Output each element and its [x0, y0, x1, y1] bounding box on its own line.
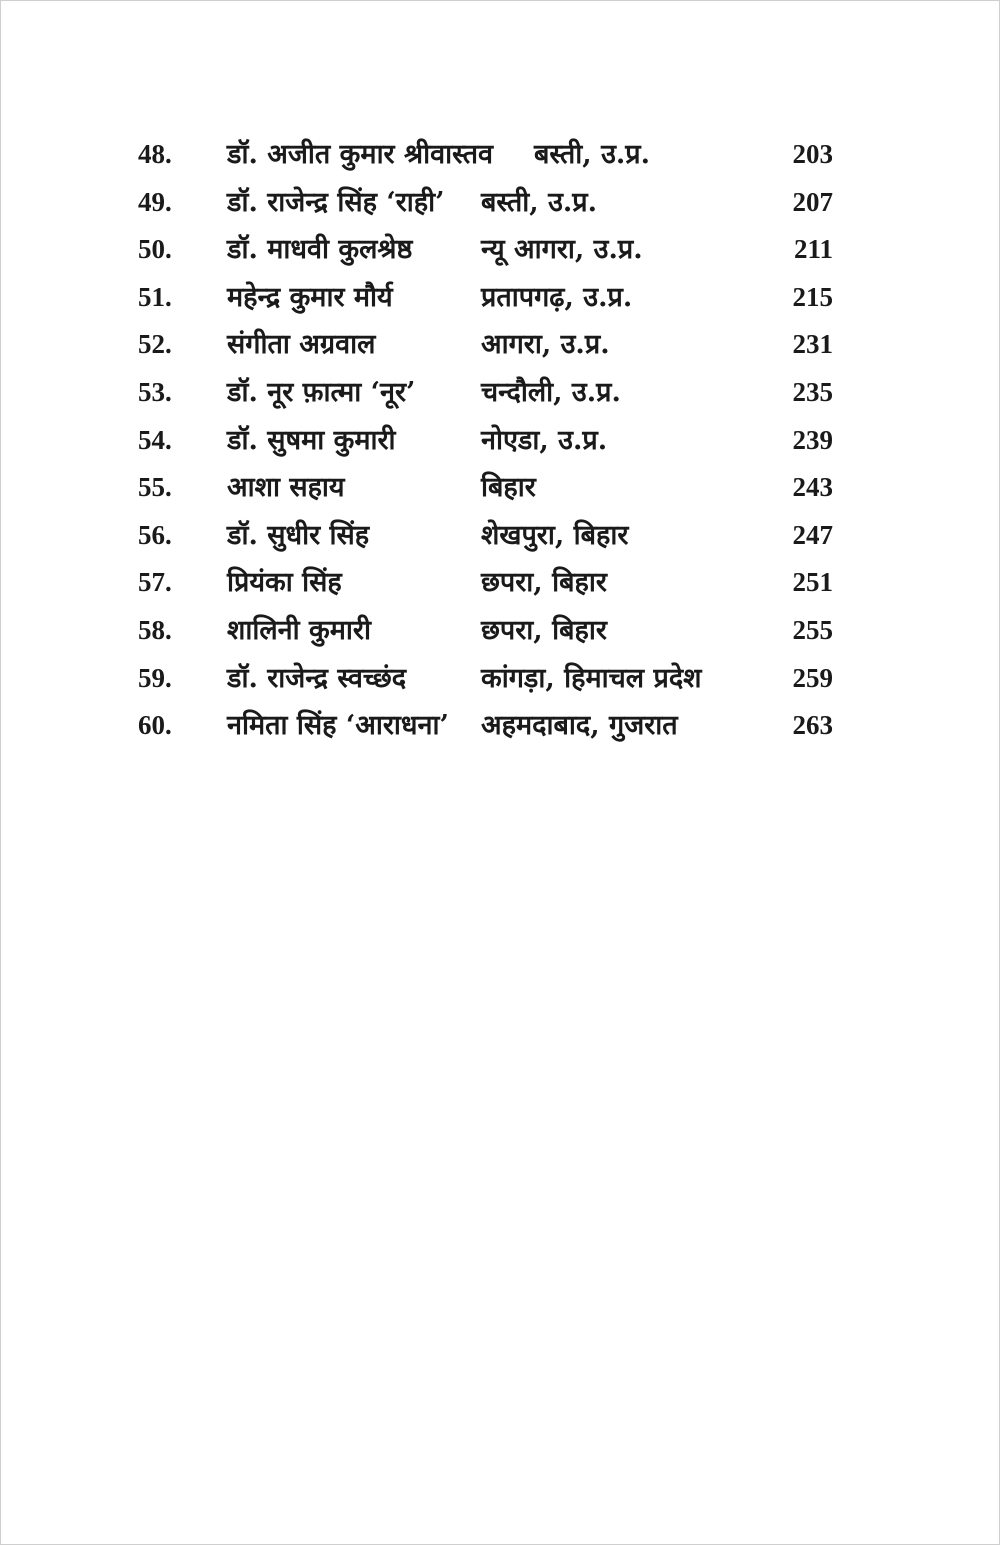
entry-page-number: 215: [792, 281, 833, 312]
entry-number: 54.: [138, 424, 172, 455]
entry-page-number: 231: [792, 329, 833, 360]
toc-entry: [1, 464, 1000, 512]
entry-place: कांगड़ा, हिमाचल प्रदेश: [481, 662, 702, 694]
toc-entry: [1, 179, 1000, 227]
entry-place: प्रतापगढ़, उ.प्र.: [481, 281, 633, 313]
entry-page-number: 263: [792, 710, 833, 741]
toc-entry: [1, 321, 1000, 369]
entry-page-number: 239: [792, 424, 833, 455]
toc-entry: [1, 702, 1000, 750]
entry-page-number: 255: [792, 614, 833, 645]
entry-place: छपरा, बिहार: [481, 567, 607, 599]
entry-number: 57.: [138, 567, 172, 598]
entry-author: डॉ. नूर फ़ात्मा ‘नूर’: [227, 376, 416, 408]
toc-entry: [1, 559, 1000, 607]
entry-place: बस्ती, उ.प्र.: [481, 186, 598, 218]
entry-page-number: 251: [792, 567, 833, 598]
entry-number: 52.: [138, 329, 172, 360]
toc-entry: [1, 274, 1000, 322]
entry-number: 59.: [138, 662, 172, 693]
entry-author: प्रियंका सिंह: [227, 567, 342, 599]
entry-place: बिहार: [481, 472, 536, 504]
entry-place: अहमदाबाद, गुजरात: [481, 710, 678, 742]
toc-entry: [1, 369, 1000, 417]
toc-entry: [1, 512, 1000, 560]
entry-number: 56.: [138, 519, 172, 550]
entry-number: 50.: [138, 234, 172, 265]
entry-number: 60.: [138, 710, 172, 741]
entry-number: 55.: [138, 472, 172, 503]
entry-place: चन्दौली, उ.प्र.: [481, 376, 621, 408]
entry-place: न्यू आगरा, उ.प्र.: [481, 234, 643, 266]
entry-place: आगरा, उ.प्र.: [481, 329, 610, 361]
toc-entry: [1, 417, 1000, 465]
entry-author: डॉ. राजेन्द्र स्वच्छंद: [227, 662, 407, 694]
entry-author: डॉ. सुधीर सिंह: [227, 519, 370, 551]
entry-place: छपरा, बिहार: [481, 614, 607, 646]
table-of-contents: [1, 131, 1000, 750]
entry-author: डॉ. माधवी कुलश्रेष्ठ: [227, 234, 413, 266]
entry-page-number: 259: [792, 662, 833, 693]
entry-author: डॉ. सुषमा कुमारी: [227, 424, 396, 456]
entry-page-number: 211: [793, 234, 833, 265]
entry-number: 49.: [138, 186, 172, 217]
toc-entry: [1, 131, 1000, 179]
entry-place: बस्ती, उ.प्र.: [534, 139, 651, 170]
entry-page-number: 207: [792, 186, 833, 217]
entry-number: 48.: [138, 139, 172, 169]
entry-author: डॉ. अजीत कुमार श्रीवास्तव: [227, 139, 494, 170]
entry-author: महेन्द्र कुमार मौर्य: [227, 281, 393, 313]
entry-page-number: 247: [792, 519, 833, 550]
toc-entry: [1, 226, 1000, 274]
entry-author: डॉ. राजेन्द्र सिंह ‘राही’: [227, 186, 445, 218]
toc-entry: [1, 655, 1000, 703]
entry-page-number: 203: [792, 139, 833, 169]
entry-number: 58.: [138, 614, 172, 645]
entry-author: नमिता सिंह ‘आराधना’: [227, 710, 449, 742]
entry-page-number: 235: [792, 376, 833, 407]
entry-author: शालिनी कुमारी: [227, 614, 371, 646]
toc-entry: [1, 607, 1000, 655]
entry-number: 53.: [138, 376, 172, 407]
entry-place: नोएडा, उ.प्र.: [481, 424, 608, 456]
entry-number: 51.: [138, 281, 172, 312]
entry-place: शेखपुरा, बिहार: [481, 519, 629, 551]
entry-page-number: 243: [792, 472, 833, 503]
entry-author: आशा सहाय: [227, 472, 345, 504]
entry-author: संगीता अग्रवाल: [227, 329, 376, 361]
